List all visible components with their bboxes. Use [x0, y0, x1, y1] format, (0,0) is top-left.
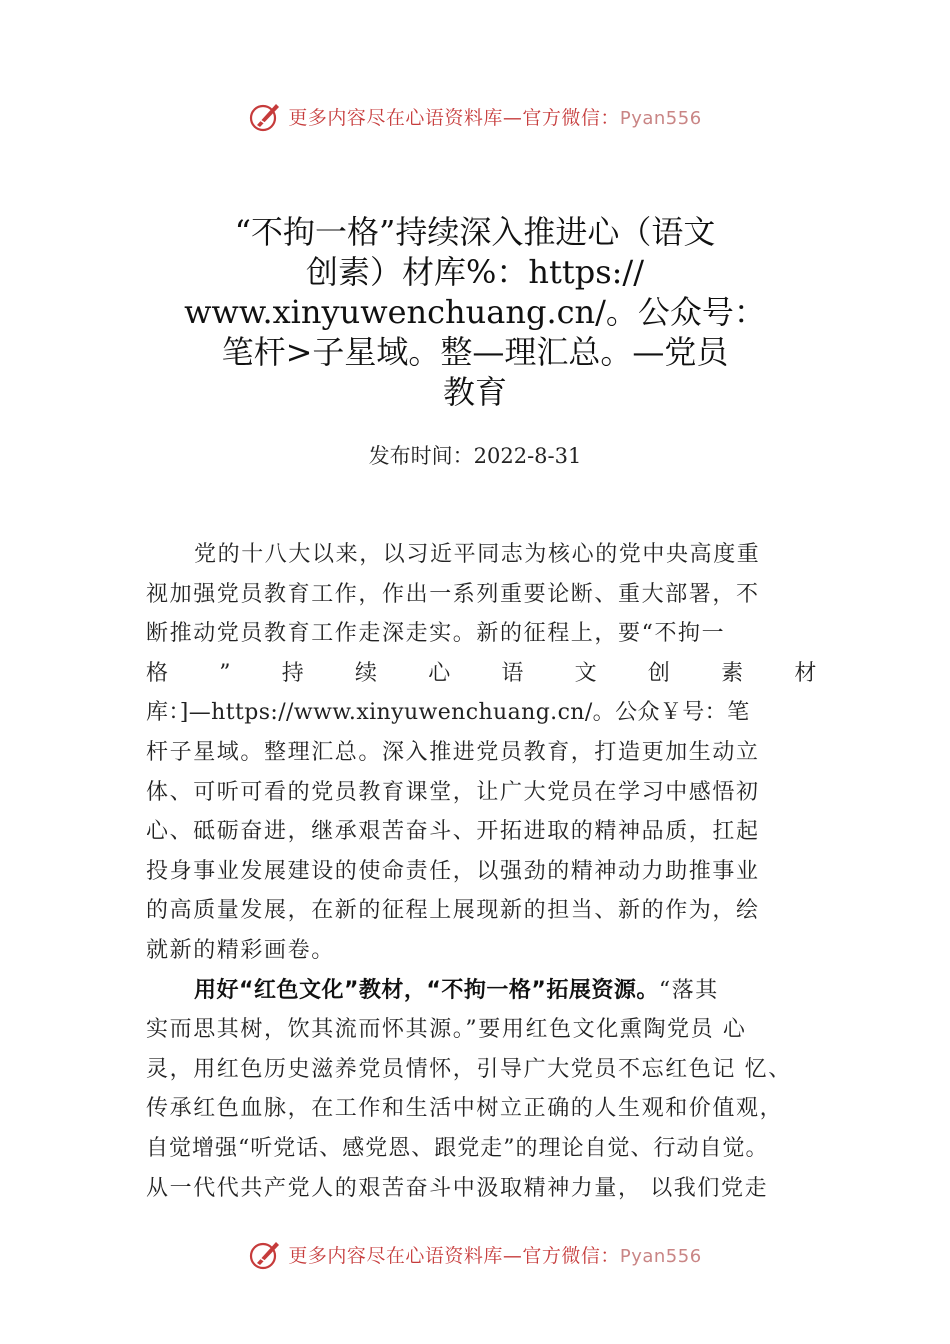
section-heading: 用好“红色文化”教材，“不拘一格”拓展资源。 [194, 977, 659, 1003]
banner-wechat: Pyan556 [619, 107, 702, 129]
spread-char: 续 [354, 660, 379, 686]
body-line: 就新的精彩画卷。 [146, 937, 335, 963]
body-line-tail: “落其 [658, 977, 719, 1003]
quill-logo-icon [248, 1237, 282, 1271]
title-line: “不拘一格”持续深入推进心（语文 [234, 213, 716, 251]
spread-char: 素 [721, 660, 745, 686]
body-line: 党的十八大以来，以习近平同志为核心的党中央高度重 [194, 542, 761, 567]
banner-wechat: Pyan556 [619, 1245, 702, 1267]
spread-char: 文 [574, 660, 599, 686]
title-line: 笔杆>子星域。整—理汇总。—党员 [221, 333, 729, 371]
body-line: 库：]—https://www.xinyuwenchuang.cn/。公众￥号：笔 [146, 700, 750, 726]
body-line [146, 971, 818, 1011]
banner-label: 更多内容尽在心语资料库—官方微信： [288, 106, 620, 129]
body-line: 自觉增强“听党话、感党恩、跟党走”的理论自觉、行动自觉。 [146, 1135, 769, 1161]
title-line: 创素）材库%：https:// [306, 253, 644, 291]
publish-date: 发布时间：2022-8-31 [368, 444, 582, 468]
body-line: 灵，用红色历史滋养党员情怀，引导广大党员不忘红色记 忆、 [146, 1056, 792, 1082]
body-line: 从一代代共产党人的艰苦奋斗中汲取精神力量， 以我们党走 [146, 1175, 769, 1201]
footer-banner [0, 1234, 950, 1274]
spread-char: 心 [428, 660, 452, 686]
body-line: 断推动党员教育工作走深走实。新的征程上，要“不拘一 [146, 621, 726, 647]
banner-text [288, 1241, 701, 1268]
body-line: 实而思其树，饮其流而怀其源。”要用红色文化熏陶党员 心 [146, 1017, 747, 1043]
document-title [160, 212, 790, 412]
banner-label: 更多内容尽在心语资料库—官方微信： [288, 1244, 620, 1267]
spread-char: ” [219, 660, 233, 686]
spread-char: 持 [281, 660, 306, 686]
body-line: 投身事业发展建设的使命责任，以强劲的精神动力助推事业 [146, 858, 760, 884]
spread-char: 格 [146, 660, 170, 686]
header-banner [0, 96, 950, 136]
article-body [146, 535, 818, 1208]
body-line-justified [146, 654, 818, 694]
body-line: 杆子星域。整理汇总。深入推进党员教育，打造更加生动立 [146, 739, 760, 765]
spread-char: 材 [794, 660, 818, 686]
body-line: 视加强党员教育工作，作出一系列重要论断、重大部署，不 [146, 581, 760, 607]
spread-char: 语 [501, 660, 526, 686]
banner-text [288, 103, 701, 130]
quill-logo-icon [248, 99, 282, 133]
body-line: 心、砥砺奋进，继承艰苦奋斗、开拓进取的精神品质，扛起 [146, 819, 760, 845]
body-line: 体、可听可看的党员教育课堂，让广大党员在学习中感悟初 [146, 779, 760, 805]
title-line: 教育 [442, 373, 507, 411]
body-line: 的高质量发展，在新的征程上展现新的担当、新的作为，绘 [146, 898, 760, 924]
body-line: 传承红色血脉，在工作和生活中树立正确的人生观和价值观， [146, 1096, 784, 1122]
title-line: www.xinyuwenchuang.cn/。公众号： [184, 293, 766, 331]
spread-char: 创 [647, 660, 672, 686]
